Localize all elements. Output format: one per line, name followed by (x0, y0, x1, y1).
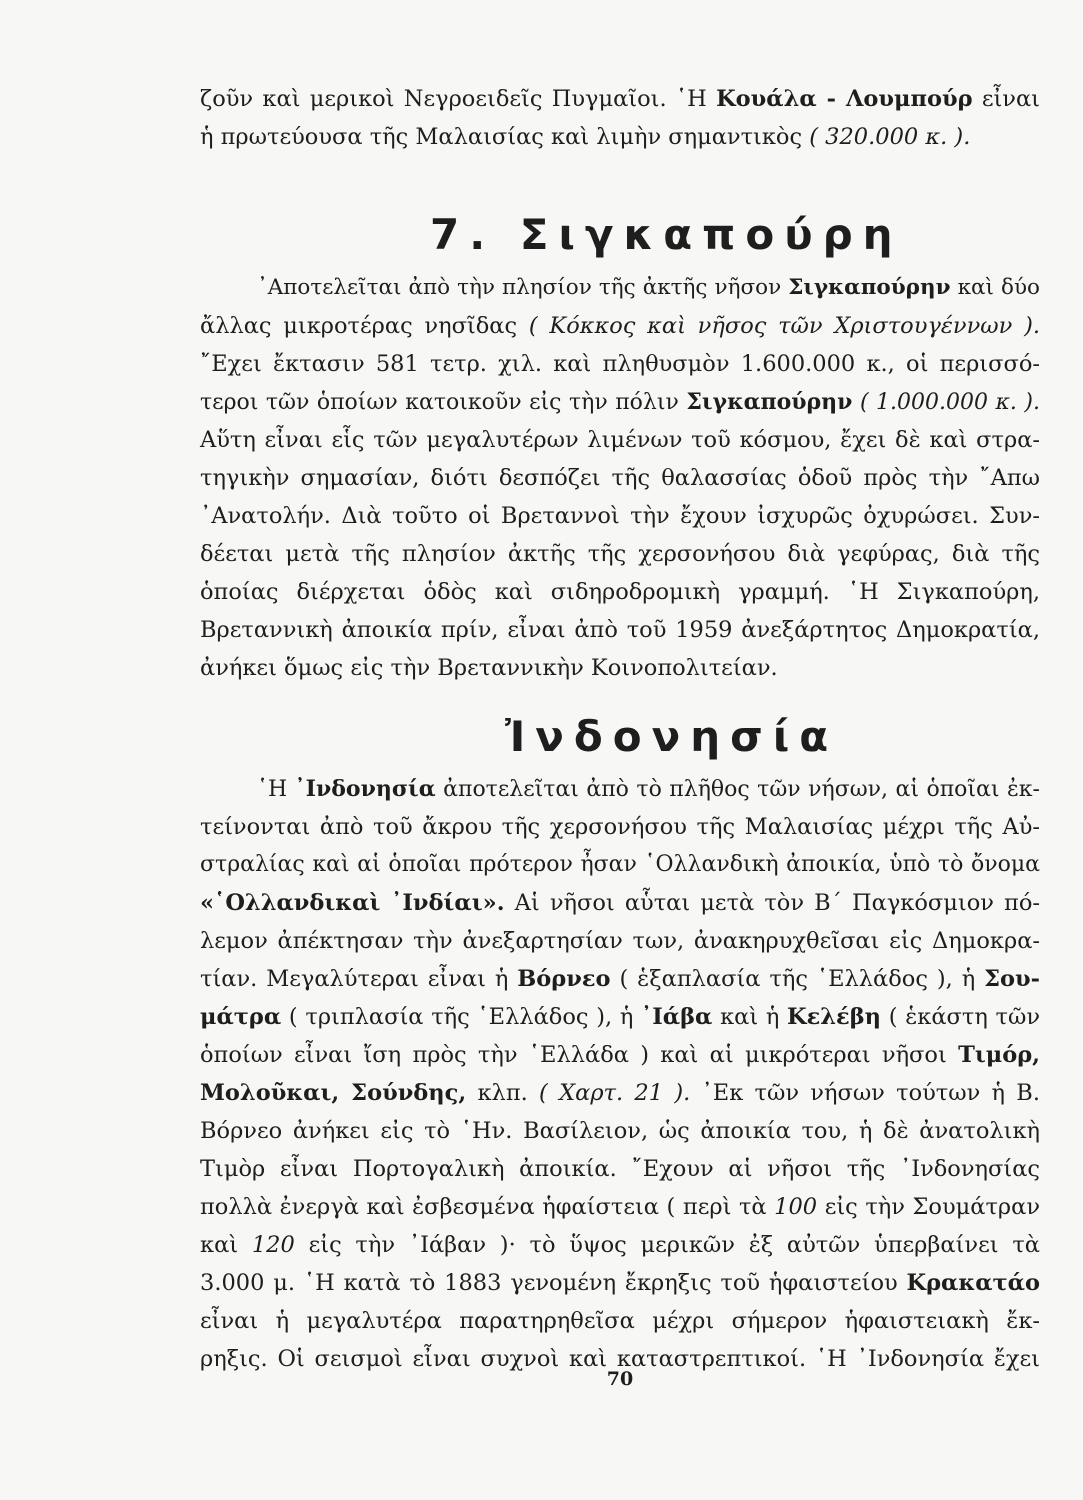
text-line: ὁποίας διέρχεται ὁδὸς καὶ σιδηροδρομικὴ γραμμή. ῾Η Σιγκαπούρη, (200, 579, 1040, 605)
text-line: ᾿Αποτελεῖται ἀπὸ τὴν πλησίον τῆς ἀκτῆς νῆσον Σιγκαπούρην καὶ δύο (257, 275, 1040, 300)
text-line: Τιμὸρ εἶναι Πορτογαλικὴ ἀποικία. ῎Εχουν αἱ νῆσοι τῆς ᾿Ινδονησίας (200, 1156, 1040, 1182)
section-heading-singapore: 7. Σιγκαπούρη (430, 210, 903, 259)
text-line: ἀνήκει ὅμως εἰς τὴν Βρεταννικὴν Κοινοπολιτείαν. (200, 655, 778, 681)
singapore-paragraph (200, 269, 1040, 687)
text-line: 3.000 μ. ῾Η κατὰ τὸ 1883 γενομένη ἔκρηξις τοῦ ἡφαιστείου Κρακατάο (200, 1270, 1040, 1296)
text-line: τίαν. Μεγαλύτεραι εἶναι ἡ Βόρνεο ( ἑξαπλασία τῆς ῾Ελλάδος ), ἡ Σου- (200, 966, 1040, 992)
text-line: τείνονται ἀπὸ τοῦ ἄκρου τῆς χερσονήσου τῆς Μαλαισίας μέχρι τῆς Αὐ- (200, 814, 1040, 840)
indonesia-paragraph (200, 770, 1040, 1378)
text-line: πολλὰ ἐνεργὰ καὶ ἐσβεσμένα ἡφαίστεια ( περὶ τὰ 100 εἰς τὴν Σουμάτραν (200, 1194, 1040, 1220)
text-line: ἡ πρωτεύουσα τῆς Μαλαισίας καὶ λιμὴν σημαντικὸς ( 320.000 κ. ). (200, 124, 971, 150)
text-line: τηγικὴν σημασίαν, διότι δεσπόζει τῆς θαλασσίας ὁδοῦ πρὸς τὴν ῎Απω (200, 465, 1040, 491)
text-line: ὁποίων εἶναι ἴση πρὸς τὴν ῾Ελλάδα ) καὶ αἱ μικρότεραι νῆσοι Τιμόρ, (200, 1042, 1040, 1068)
text-line: ζοῦν καὶ μερικοὶ Νεγροειδεῖς Πυγμαῖοι. ῾Η Κουάλα - Λουμπούρ εἶναι (200, 86, 1041, 112)
text-line: Βόρνεο ἀνήκει εἰς τὸ ῾Ην. Βασίλειον, ὡς ἀποικία του, ἡ δὲ ἀνατολικὴ (200, 1118, 1040, 1144)
page-number: 70 (606, 1368, 634, 1390)
text-line: Αὕτη εἶναι εἷς τῶν μεγαλυτέρων λιμένων τοῦ κόσμου, ἔχει δὲ καὶ στρα- (200, 427, 1040, 453)
text-line: καὶ 120 εἰς τὴν ᾿Ιάβαν )· τὸ ὕψος μερικῶν ἐξ αὐτῶν ὑπερβαίνει τὰ (200, 1232, 1040, 1258)
text-line: Μολοῦκαι, Σούνδης, κλπ. ( Χαρτ. 21 ). ᾿Εκ τῶν νήσων τούτων ἡ Β. (200, 1080, 1040, 1106)
text-line: μάτρα ( τριπλασία τῆς ῾Ελλάδος ), ἡ ᾿Ιάβα καὶ ἡ Κελέβη ( ἑκάστη τῶν (200, 1004, 1040, 1030)
text-line: τεροι τῶν ὁποίων κατοικοῦν εἰς τὴν πόλιν Σιγκαπούρην ( 1.000.000 κ. ). (200, 389, 1040, 415)
text-line: Βρεταννικὴ ἀποικία πρίν, εἶναι ἀπὸ τοῦ 1959 ἀνεξάρτητος Δημοκρατία, (200, 617, 1040, 643)
section-heading-indonesia: Ἰνδονησία (505, 712, 839, 761)
text-line: στραλίας καὶ αἱ ὁποῖαι πρότερον ἦσαν ῾Ολλανδικὴ ἀποικία, ὑπὸ τὸ ὄνομα (200, 852, 1040, 877)
text-line: ρηξις. Οἱ σεισμοὶ εἶναι συχνοὶ καὶ καταστρεπτικοί. ῾Η ᾿Ινδονησία ἔχει (200, 1346, 1040, 1372)
text-line: ῎Εχει ἔκτασιν 581 τετρ. χιλ. καὶ πληθυσμὸν 1.600.000 κ., οἱ περισσό- (200, 351, 1040, 377)
text-line: ἄλλας μικροτέρας νησῖδας ( Κόκκος καὶ νῆσος τῶν Χριστουγέννων ). (200, 313, 1040, 339)
text-line: εἶναι ἡ μεγαλυτέρα παρατηρηθεῖσα μέχρι σήμερον ἡφαιστειακὴ ἔκ- (200, 1308, 1040, 1334)
text-line: δέεται μετὰ τῆς πλησίον ἀκτῆς τῆς χερσονήσου διὰ γεφύρας, διὰ τῆς (200, 541, 1040, 567)
intro-paragraph (200, 80, 1040, 156)
text-line: ᾿Ανατολήν. Διὰ τοῦτο οἱ Βρεταννοὶ τὴν ἔχουν ἰσχυρῶς ὀχυρώσει. Συν- (200, 503, 1040, 529)
text-line: λεμον ἀπέκτησαν τὴν ἀνεξαρτησίαν των, ἀνακηρυχθεῖσαι εἰς Δημοκρα- (200, 928, 1040, 954)
text-line: «῾Ολλανδικαὶ ᾿Ινδίαι». Αἱ νῆσοι αὗται μετὰ τὸν Β΄ Παγκόσμιον πό- (200, 890, 1040, 916)
text-line: ῾Η ᾿Ινδονησία ἀποτελεῖται ἀπὸ τὸ πλῆθος τῶν νήσων, αἱ ὁποῖαι ἐκ- (257, 776, 1040, 802)
